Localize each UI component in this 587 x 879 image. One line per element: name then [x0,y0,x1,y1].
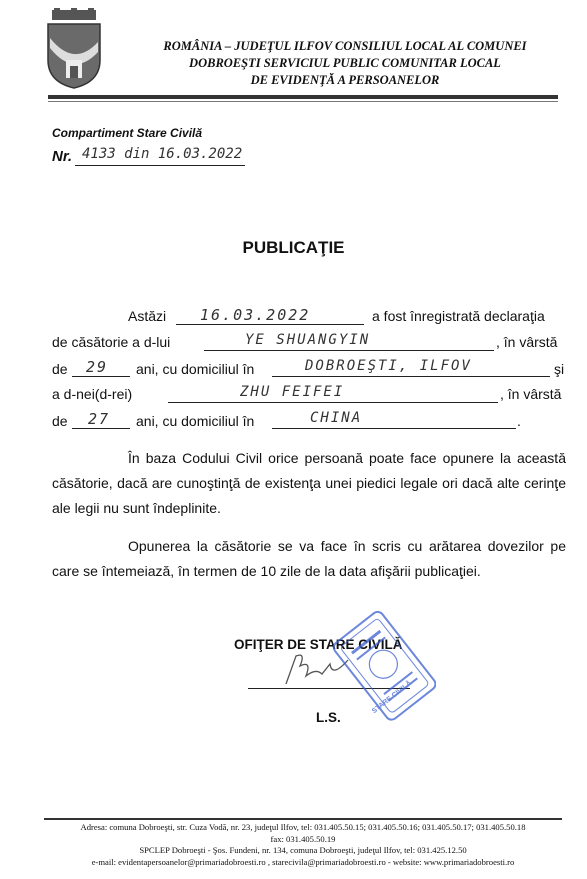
bride-age: 27 [88,410,111,428]
groom-domicile-label: ani, cu domiciliul în [136,361,255,377]
ls-label: L.S. [316,710,341,725]
header-rule-thin [48,101,558,102]
header-line-1: ROMÂNIA – JUDEŢUL ILFOV CONSILIUL LOCAL AL COMUNEI [163,39,527,53]
groom-domicile-line [272,376,550,377]
document-title: PUBLICAŢIE [242,238,345,257]
bride-name-line [168,402,498,403]
footer-address: Adresa: comuna Dobroeşti, str. Cuza Vodă, nr. 23, judeţul Ilfov, tel: 031.405.50.15; 031.405.50.16; 031.405.50.17; 031.405.50.18 [80,822,526,832]
footer-contacts: e-mail: evidentapersoanelor@primariadobroesti.ro , starecivila@primariadobroesti.ro - website: www.primariadobroesti.ro [91,856,515,867]
groom-name: YE SHUANGYIN [245,332,371,348]
footer [44,822,562,868]
groom-name-line [204,350,494,351]
marriage-label: de căsătorie a d-lui [52,334,171,350]
bride-domicile-line [272,428,516,429]
header-rule [48,95,558,99]
official-stamp [332,606,436,724]
date-line [176,324,364,325]
groom-de-label: de [52,361,68,377]
registration-number-line [75,165,245,166]
compartment-label: Compartiment Stare Civilă [52,126,203,140]
bride-domicile-label: ani, cu domiciliul în [136,413,255,429]
date-value: 16.03.2022 [200,306,311,324]
bride-de-label: de [52,413,68,429]
footer-fax: fax: 031.405.50.19 [270,833,336,844]
si-label: şi [554,361,565,377]
bride-domicile: CHINA [310,410,363,426]
coat-of-arms-logo [44,8,104,90]
paragraph-opposition-basis: În baza Codului Civil orice persoană poate face opunere la această căsătorie, dacă are cunoştinţă de existenţa unei piedici legale ori dacă alte cerinţe ale legii nu sunt îndeplinite. [52,450,566,516]
groom-age-line [72,376,130,377]
bride-age-line [72,428,130,429]
registration-number-label: Nr. [52,148,73,165]
groom-age: 29 [86,358,109,376]
header-line-3: DE EVIDENŢĂ A PERSOANELOR [250,73,440,87]
groom-domicile: DOBROEŞTI, ILFOV [305,358,472,374]
bride-label: a d-nei(d-rei) [52,386,133,402]
bride-name: ZHU FEIFEI [240,384,345,400]
registration-number-value: 4133 din 16.03.2022 [82,146,243,162]
footer-spclep: SPCLEP Dobroeşti - Şos. Fundeni, nr. 134, comuna Dobroeşti, judeţul Ilfov, tel: 031.425.12.50 [139,845,467,855]
form-period: . [517,413,521,429]
groom-age-suffix: , în vârstă [496,334,558,350]
registered-text: a fost înregistrată declaraţia [372,308,545,324]
footer-rule [44,818,562,820]
bride-age-suffix: , în vârstă [500,386,562,402]
stamp-text: STARE CIVILĂ [370,679,414,716]
paragraph-opposition-procedure: Opunerea la căsătorie se va face în scris cu arătarea dovezilor pe care se întemeiază, în termen de 10 zile de la data afişării publicaţiei. [52,538,566,579]
astazi-label: Astăzi [128,308,167,324]
officer-title: OFIŢER DE STARE CIVILĂ [234,637,403,652]
header-line-2: DOBROEŞTI SERVICIUL PUBLIC COMUNITAR LOCAL [189,56,501,70]
